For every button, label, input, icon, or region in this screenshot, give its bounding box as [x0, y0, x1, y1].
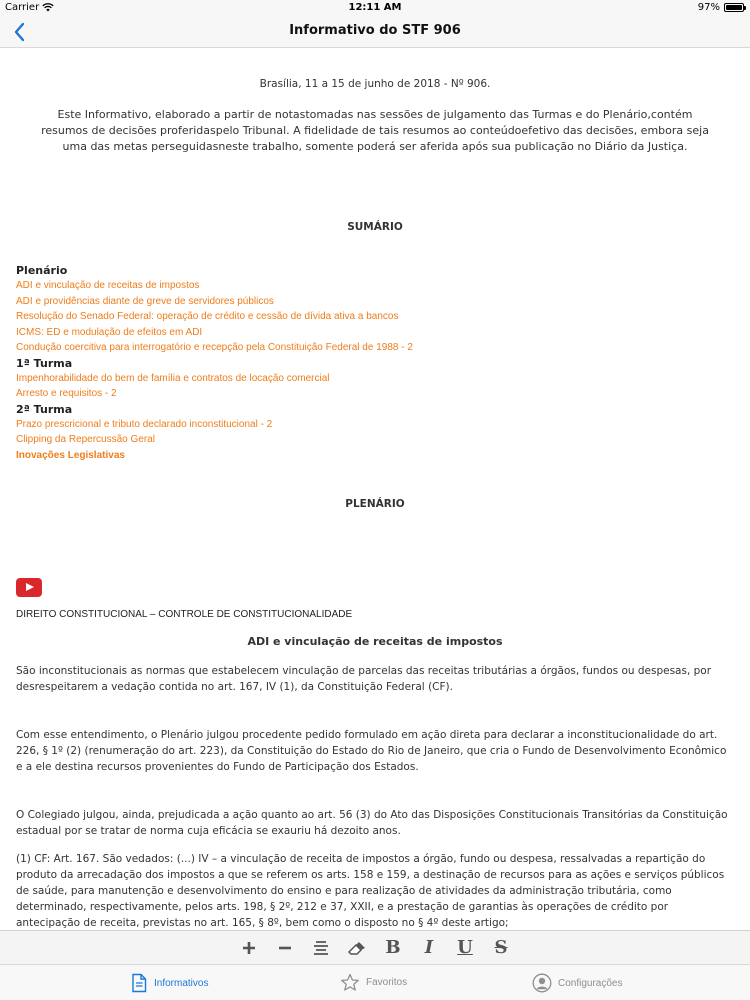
article-paragraph: Com esse entendimento, o Plenário julgou procedente pedido formulado em ação direta para declarar a inconstitucionalidade do art. 226, § 1º (2) (renumeração do art. 223), da Constituição do Estado do Rio de Janeiro, que cria o Fundo de Desenvolvimento Econômico e a ele destina recursos provenientes do Fundo de Participação dos Estados.	[16, 729, 727, 773]
toc-link[interactable]: ADI e providências diante de greve de servidores públicos	[16, 295, 274, 307]
carrier-label: Carrier	[5, 2, 40, 13]
eraser-icon	[347, 940, 367, 956]
document	[0, 78, 750, 930]
article-title: ADI e vinculação de receitas de impostos	[247, 635, 503, 648]
table-of-contents	[16, 263, 734, 463]
footnote-paragraph: (1) CF: Art. 167. São vedados: (...) IV – a vinculação de receita de impostos a órgão, fundo ou despesa, ressalvadas a repartição do produto da arrecadação dos impostos a que se referem os arts. 158 e 159, a destinação de recursos para as ações e serviços públicos de saúde, para manutenção e desenvolvimento do ensino e para realização de atividades da administração tributária, como determinado, respectivamente, pelos arts. 198, § 2º, 212 e 37, XXII, e a prestação de garantias às operações de crédito por antecipação de receita, previstas no art. 165, § 8º, bem como o disposto no § 4º deste artigo;	[16, 853, 725, 929]
toc-group-plenario: Plenário	[16, 264, 68, 277]
minus-icon	[277, 940, 293, 956]
tab-favoritos-label: Favoritos	[366, 977, 408, 988]
zoom-in-button[interactable]	[238, 937, 260, 959]
battery-fill	[726, 5, 742, 10]
toc-link[interactable]: Clipping da Repercussão Geral	[16, 434, 155, 445]
tab-favoritos[interactable]	[340, 973, 407, 992]
clock: 12:11 AM	[348, 2, 402, 13]
zoom-out-button[interactable]	[274, 937, 296, 959]
italic-button[interactable]: I	[424, 937, 434, 958]
toc-link-inovacoes[interactable]: Inovações Legislativas	[16, 449, 125, 461]
toc-group-turma-1: 1ª Turma	[16, 356, 73, 370]
intro-paragraph: Este Informativo, elaborado a partir de notastomadas nas sessões de julgamento das Turmas e do Plenário,contém resumos de decisões proferidaspelo Tribunal. A fidelidade de tais resumos ao conteúdoefetivo das decisões, embora seja uma das metas perseguidasneste trabalho, somente poderá ser aferida após sua publicação no Diário da Justiça.	[41, 108, 709, 153]
tab-informativos-label: Informativos	[154, 977, 209, 989]
tab-configuracoes[interactable]	[532, 973, 622, 993]
toc-link[interactable]: ADI e vinculação de receitas de impostos	[16, 280, 200, 291]
toc-link[interactable]: Condução coercitiva para interrogatório e recepção pela Constituição Federal de 1988 - 2	[16, 342, 413, 353]
plus-icon	[241, 940, 257, 956]
tab-configuracoes-label: Configurações	[558, 977, 623, 989]
document-view[interactable]	[0, 48, 750, 930]
battery-percent: 97%	[697, 2, 720, 13]
tab-bar	[0, 964, 750, 1000]
status-bar	[0, 0, 750, 16]
sumario-heading: SUMÁRIO	[347, 221, 403, 233]
user-icon	[532, 973, 552, 993]
highlight-button[interactable]	[310, 937, 332, 959]
bold-button[interactable]: B	[385, 937, 401, 958]
toc-link[interactable]: Prazo prescricional e tributo declarado inconstitucional - 2	[16, 418, 273, 430]
star-icon	[340, 973, 360, 992]
toc-link[interactable]: Resolução do Senado Federal: operação de crédito e cessão de dívida ativa a bancos	[16, 311, 399, 322]
toc-link[interactable]: Impenhorabilidade do bem de família e contratos de locação comercial	[16, 372, 330, 384]
toc-group-turma-2: 2ª Turma	[16, 402, 73, 416]
date-line: Brasília, 11 a 15 de junho de 2018 - Nº 906.	[259, 78, 491, 90]
article-paragraph: São inconstitucionais as normas que estabelecem vinculação de parcelas das receitas tributárias a órgãos, fundos ou despesas, por desrespeitarem a vedação contida no art. 167, IV (1), da Constituição Federal (CF).	[16, 665, 712, 693]
strikethrough-button[interactable]: S	[494, 937, 508, 958]
document-icon	[130, 973, 148, 993]
plenario-heading: PLENÁRIO	[345, 498, 405, 510]
battery-icon	[724, 3, 744, 12]
toc-link[interactable]: ICMS: ED e modulação de efeitos em ADI	[16, 326, 203, 338]
edit-toolbar	[0, 930, 750, 964]
subject-area: DIREITO CONSTITUCIONAL – CONTROLE DE CONSTITUCIONALIDADE	[16, 609, 353, 620]
navigation-bar	[0, 16, 750, 48]
toc-link[interactable]: Arresto e requisitos - 2	[16, 388, 117, 399]
underline-button[interactable]: U	[457, 937, 473, 958]
tab-informativos[interactable]	[130, 973, 208, 993]
article-paragraph: O Colegiado julgou, ainda, prejudicada a ação quanto ao art. 56 (3) do Ato das Disposições Constitucionais Transitórias da Constituição estadual por se tratar de norma cuja eficácia se exauriu há dezoito anos.	[16, 809, 728, 837]
text-highlight-icon	[312, 940, 330, 956]
page-title: Informativo do STF 906	[289, 23, 461, 38]
youtube-play-button[interactable]	[16, 578, 42, 597]
status-right	[698, 2, 744, 13]
eraser-button[interactable]	[346, 937, 368, 959]
